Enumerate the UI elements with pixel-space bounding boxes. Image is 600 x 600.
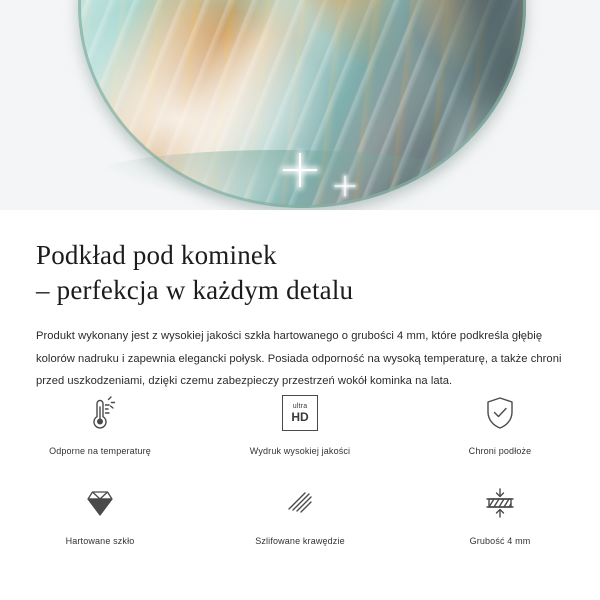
feature-label: Szlifowane krawędzie <box>255 536 345 546</box>
page-title <box>36 238 600 307</box>
headline-line-1: Podkład pod kominek <box>36 240 277 270</box>
ultra-hd-icon <box>282 392 318 434</box>
glass-disc-image <box>78 0 526 208</box>
description-content <box>0 210 600 392</box>
description-paragraph: Produkt wykonany jest z wysokiej jakości szkła hartowanego o grubości 4 mm, które podkreśla głębię kolorów nadruku i zapewnia elegancki połysk. Posiada odporność na wysoką temperaturę, a także chroni przed uszkodzeniami, dzięki czemu zabezpieczy przestrzeń wokół kominka na lata. <box>36 330 562 387</box>
feature-list <box>0 392 600 546</box>
feature-print-quality <box>200 392 400 456</box>
feature-surface-protection <box>400 392 600 456</box>
feature-polished-edges <box>200 482 400 546</box>
thickness-arrows-icon <box>480 482 520 524</box>
shield-check-icon <box>480 392 520 434</box>
feature-label: Wydruk wysokiej jakości <box>249 446 351 456</box>
headline-line-2: – perfekcja w każdym detalu <box>36 274 354 305</box>
feature-temperature <box>0 392 200 456</box>
polished-edge-icon <box>280 482 320 524</box>
hero-product-image <box>0 0 600 210</box>
feature-label: Odporne na temperaturę <box>49 446 151 456</box>
thermometer-icon <box>80 392 120 434</box>
feature-label: Grubość 4 mm <box>469 536 531 546</box>
feature-label: Chroni podłoże <box>468 446 532 456</box>
feature-label: Hartowane szkło <box>65 536 135 546</box>
feature-thickness <box>400 482 600 546</box>
badge-bottom-text: HD <box>291 410 309 424</box>
diamond-icon <box>80 482 120 524</box>
badge-top-text: ultra <box>292 403 308 410</box>
feature-row-2 <box>0 482 600 546</box>
feature-row-1 <box>0 392 600 456</box>
dark-marble-edge <box>347 0 526 192</box>
feature-tempered-glass <box>0 482 200 546</box>
